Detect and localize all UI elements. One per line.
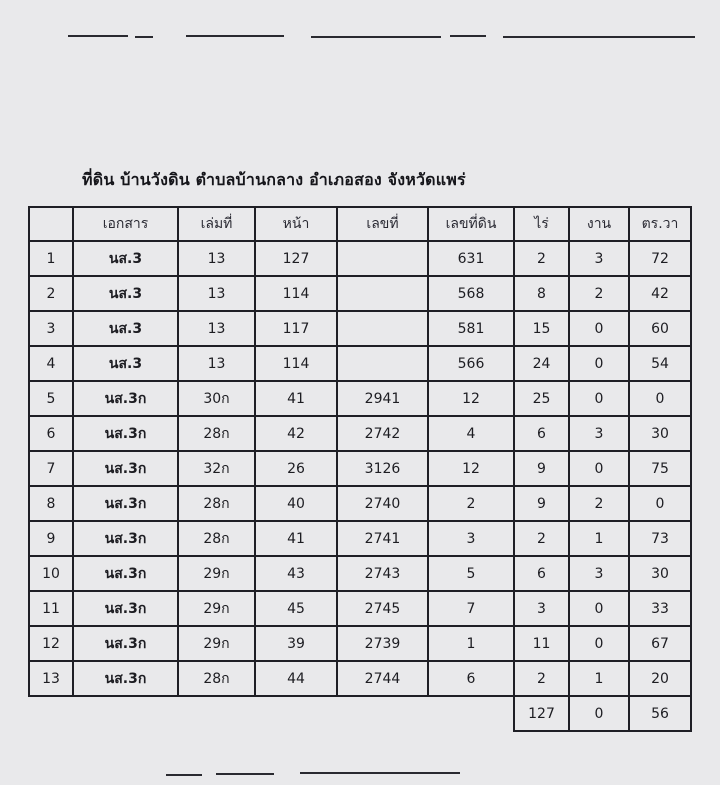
cell-number: 2741 [337, 521, 428, 556]
cell-page: 44 [255, 661, 337, 696]
table-header-row [29, 207, 691, 241]
cell-number: 2744 [337, 661, 428, 696]
cell-square-wa: 60 [629, 311, 691, 346]
top-rule-segment [135, 36, 153, 38]
cell-volume: 28ก [178, 416, 255, 451]
cell-page: 41 [255, 381, 337, 416]
cell-document: นส.3 [73, 276, 178, 311]
cell-number: 2743 [337, 556, 428, 591]
cell-square-wa: 33 [629, 591, 691, 626]
cell-index: 2 [29, 276, 73, 311]
cell-land-number: 631 [428, 241, 514, 276]
cell-ngan: 0 [569, 346, 629, 381]
land-table [28, 206, 692, 732]
cell-index: 8 [29, 486, 73, 521]
cell-number [337, 241, 428, 276]
cell-rai: 3 [514, 591, 569, 626]
top-rule-segment [186, 35, 284, 37]
cell-page: 45 [255, 591, 337, 626]
cell-index: 12 [29, 626, 73, 661]
cell-land-number: 1 [428, 626, 514, 661]
cell-land-number: 568 [428, 276, 514, 311]
cell-page: 127 [255, 241, 337, 276]
cell-rai: 11 [514, 626, 569, 661]
cell-volume: 28ก [178, 486, 255, 521]
cell-ngan: 0 [569, 381, 629, 416]
cell-page: 39 [255, 626, 337, 661]
cell-ngan: 3 [569, 556, 629, 591]
table-row [29, 556, 691, 591]
cell-rai: 25 [514, 381, 569, 416]
cell-square-wa: 72 [629, 241, 691, 276]
top-rule-segment [503, 36, 695, 38]
header-land-number: เลขที่ดิน [428, 207, 514, 241]
cell-document: นส.3 [73, 346, 178, 381]
cell-index: 6 [29, 416, 73, 451]
cell-document: นส.3ก [73, 591, 178, 626]
cell-page: 43 [255, 556, 337, 591]
top-rule-segment [450, 35, 486, 37]
cell-ngan: 0 [569, 311, 629, 346]
cell-volume: 29ก [178, 626, 255, 661]
document-title: ที่ดิน บ้านวังดิน ตำบลบ้านกลาง อำเภอสอง จังหวัดแพร่ [82, 170, 466, 189]
cell-ngan: 0 [569, 626, 629, 661]
cell-ngan: 3 [569, 241, 629, 276]
cell-number: 2739 [337, 626, 428, 661]
cell-index: 3 [29, 311, 73, 346]
cell-land-number: 4 [428, 416, 514, 451]
bottom-rule-segment [300, 772, 460, 774]
cell-rai: 9 [514, 451, 569, 486]
cell-square-wa: 0 [629, 381, 691, 416]
cell-square-wa: 42 [629, 276, 691, 311]
top-rule-segment [68, 35, 128, 37]
table-row [29, 626, 691, 661]
cell-ngan: 3 [569, 416, 629, 451]
cell-square-wa: 0 [629, 486, 691, 521]
cell-square-wa: 75 [629, 451, 691, 486]
cell-document: นส.3ก [73, 661, 178, 696]
cell-number: 2745 [337, 591, 428, 626]
table-row [29, 241, 691, 276]
cell-rai: 9 [514, 486, 569, 521]
table-row [29, 591, 691, 626]
cell-square-wa: 54 [629, 346, 691, 381]
cell-index: 7 [29, 451, 73, 486]
cell-document: นส.3ก [73, 626, 178, 661]
cell-number [337, 311, 428, 346]
header-number: เลขที่ [337, 207, 428, 241]
cell-square-wa: 73 [629, 521, 691, 556]
table-row [29, 346, 691, 381]
table-row [29, 521, 691, 556]
header-document: เอกสาร [73, 207, 178, 241]
total-ngan: 0 [569, 696, 629, 731]
cell-number: 2742 [337, 416, 428, 451]
cell-rai: 6 [514, 556, 569, 591]
cell-number: 3126 [337, 451, 428, 486]
cell-square-wa: 67 [629, 626, 691, 661]
table-row [29, 661, 691, 696]
cell-document: นส.3 [73, 311, 178, 346]
table-row [29, 486, 691, 521]
cell-index: 9 [29, 521, 73, 556]
cell-square-wa: 20 [629, 661, 691, 696]
header-index [29, 207, 73, 241]
cell-page: 114 [255, 276, 337, 311]
bottom-rule-segment [166, 774, 202, 776]
header-page: หน้า [255, 207, 337, 241]
cell-index: 1 [29, 241, 73, 276]
table-row [29, 311, 691, 346]
cell-volume: 30ก [178, 381, 255, 416]
cell-ngan: 0 [569, 591, 629, 626]
cell-page: 42 [255, 416, 337, 451]
table-row [29, 381, 691, 416]
header-square-wa: ตร.วา [629, 207, 691, 241]
cell-index: 5 [29, 381, 73, 416]
cell-index: 13 [29, 661, 73, 696]
cell-land-number: 7 [428, 591, 514, 626]
cell-volume: 13 [178, 276, 255, 311]
cell-index: 10 [29, 556, 73, 591]
cell-rai: 15 [514, 311, 569, 346]
cell-land-number: 581 [428, 311, 514, 346]
cell-document: นส.3ก [73, 381, 178, 416]
header-rai: ไร่ [514, 207, 569, 241]
cell-land-number: 3 [428, 521, 514, 556]
cell-document: นส.3ก [73, 486, 178, 521]
cell-page: 26 [255, 451, 337, 486]
cell-number [337, 346, 428, 381]
cell-number: 2740 [337, 486, 428, 521]
cell-ngan: 1 [569, 521, 629, 556]
cell-volume: 28ก [178, 661, 255, 696]
header-volume: เล่มที่ [178, 207, 255, 241]
cell-rai: 2 [514, 661, 569, 696]
table-row [29, 451, 691, 486]
cell-volume: 13 [178, 311, 255, 346]
cell-document: นส.3ก [73, 556, 178, 591]
cell-rai: 2 [514, 241, 569, 276]
cell-land-number: 12 [428, 451, 514, 486]
cell-square-wa: 30 [629, 556, 691, 591]
cell-land-number: 5 [428, 556, 514, 591]
cell-ngan: 2 [569, 276, 629, 311]
bottom-rule-segment [216, 773, 274, 775]
header-ngan: งาน [569, 207, 629, 241]
total-row [29, 696, 691, 731]
cell-rai: 8 [514, 276, 569, 311]
cell-document: นส.3ก [73, 451, 178, 486]
cell-number: 2941 [337, 381, 428, 416]
cell-land-number: 12 [428, 381, 514, 416]
cell-volume: 13 [178, 346, 255, 381]
cell-volume: 29ก [178, 591, 255, 626]
total-square-wa: 56 [629, 696, 691, 731]
cell-volume: 32ก [178, 451, 255, 486]
cell-volume: 29ก [178, 556, 255, 591]
table-row [29, 276, 691, 311]
cell-number [337, 276, 428, 311]
cell-square-wa: 30 [629, 416, 691, 451]
cell-ngan: 1 [569, 661, 629, 696]
total-row-spacer [29, 696, 514, 731]
cell-ngan: 0 [569, 451, 629, 486]
cell-document: นส.3 [73, 241, 178, 276]
cell-index: 11 [29, 591, 73, 626]
cell-volume: 13 [178, 241, 255, 276]
cell-land-number: 566 [428, 346, 514, 381]
cell-page: 114 [255, 346, 337, 381]
cell-document: นส.3ก [73, 416, 178, 451]
table-row [29, 416, 691, 451]
cell-ngan: 2 [569, 486, 629, 521]
cell-rai: 24 [514, 346, 569, 381]
cell-page: 117 [255, 311, 337, 346]
cell-land-number: 2 [428, 486, 514, 521]
cell-volume: 28ก [178, 521, 255, 556]
cell-document: นส.3ก [73, 521, 178, 556]
cell-page: 40 [255, 486, 337, 521]
total-rai: 127 [514, 696, 569, 731]
cell-page: 41 [255, 521, 337, 556]
cell-index: 4 [29, 346, 73, 381]
cell-land-number: 6 [428, 661, 514, 696]
top-rule-segment [311, 36, 441, 38]
cell-rai: 6 [514, 416, 569, 451]
cell-rai: 2 [514, 521, 569, 556]
